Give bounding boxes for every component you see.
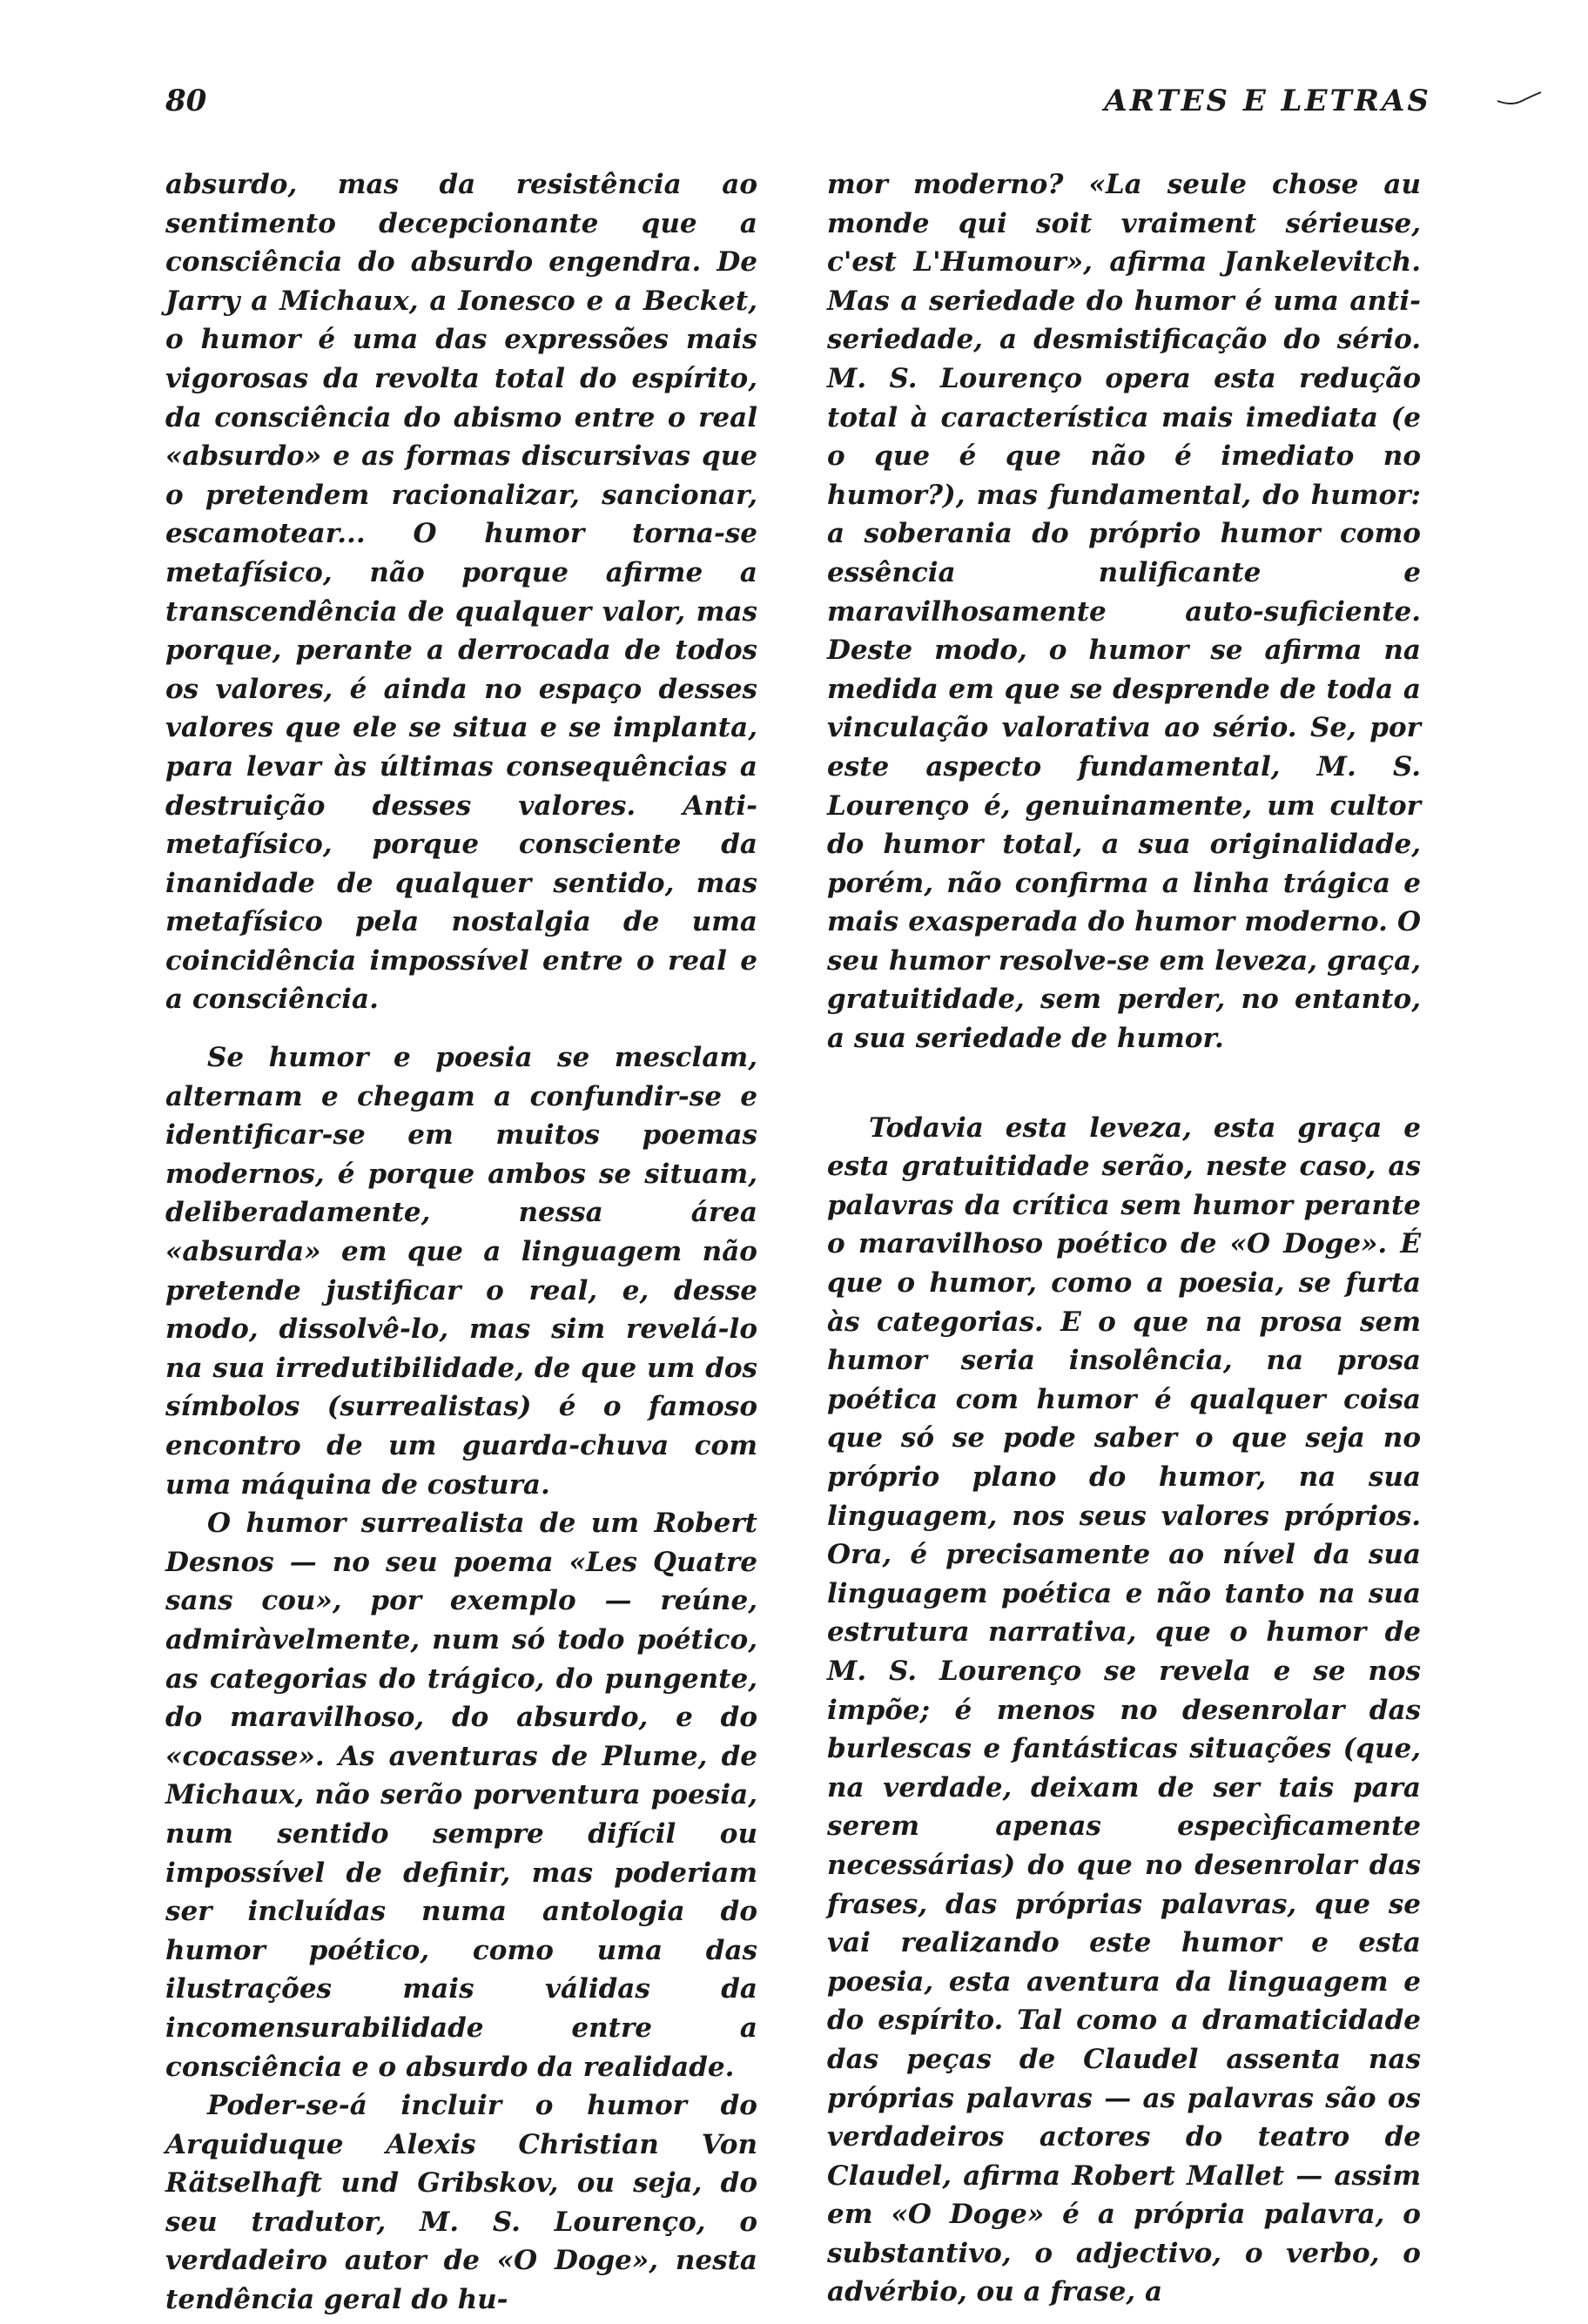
- left-paragraph-4: Poder-se-á incluir o humor do Arquiduque Alexis Christian Von Rätselhaft und Gribskov, ou seja, do seu tradutor, M. S. Lourenço, o verdadeiro autor de «O Doge», nesta tendência geral do hu-: [165, 2090, 757, 2316]
- left-column: [165, 165, 757, 2320]
- right-column: [827, 165, 1421, 2312]
- right-paragraph-1: mor moderno? «La seule chose au monde qui soit vraiment sérieuse, c'est L'Humour», afirma Jankelevitch. Mas a seriedade do humor é uma anti-seriedade, a desmistificação do sério. M. S. Lourenço opera esta redução total à característica mais imediata (e o que é que não é imediato no humor?), mas fundamental, do humor: a soberania do próprio humor como essência nulificante e maravilhosamente auto-suficiente. Deste modo, o humor se afirma na medida em que se desprende de toda a vinculação valorativa ao sério. Se, por este aspecto fundamental, M. S. Lourenço é, genuinamente, um cultor do humor total, a sua originalidade, porém, não confirma a linha trágica e mais exasperada do humor moderno. O seu humor resolve-se em leveza, graça, gratuitidade, sem perder, no entanto, a sua seriedade de humor.: [827, 169, 1421, 1055]
- left-paragraph-3: O humor surrealista de um Robert Desnos — no seu poema «Les Quatre sans cou», por exemplo — reúne, admiràvelmente, num só todo poético, as categorias do trágico, do pungente, do maravilhoso, do absurdo, e do «cocasse». As aventuras de Plume, de Michaux, não serão porventura poesia, num sentido sempre difícil ou impossível de definir, mas poderiam ser incluídas numa antologia do humor poético, como uma das ilustrações mais válidas da incomensurabilidade entre a consciência e o absurdo da realidade.: [165, 1508, 757, 2083]
- left-paragraph-1: absurdo, mas da resistência ao sentimento decepcionante que a consciência do absurdo engendra. De Jarry a Michaux, a Ionesco e a Becket, o humor é uma das expressões mais vigorosas da revolta total do espírito, da consciência do abismo entre o real «absurdo» e as formas discursivas que o pretendem racionalizar, sancionar, escamotear... O humor torna-se metafísico, não porque afirme a transcendência de qualquer valor, mas porque, perante a derrocada de todos os valores, é ainda no espaço desses valores que ele se situa e se implanta, para levar às últimas consequências a destruição desses valores. Anti-metafísico, porque consciente da inanidade de qualquer sentido, mas metafísico pela nostalgia de uma coincidência impossível entre o real e a consciência.: [165, 169, 757, 1016]
- page-number: 80: [165, 84, 207, 118]
- left-paragraph-2: Se humor e poesia se mesclam, alternam e chegam a confundir-se e identificar-se em muitos poemas modernos, é porque ambos se situam, deliberadamente, nessa área «absurda» em que a linguagem não pretende justificar o real, e, desse modo, dissolvê-lo, mas sim revelá-lo na sua irredutibilidade, de que um dos símbolos (surrealistas) é o famoso encontro de um guarda-chuva com uma máquina de costura.: [165, 1042, 757, 1501]
- right-paragraph-2: Todavia esta leveza, esta graça e esta gratuitidade serão, neste caso, as palavras da crítica sem humor perante o maravilhoso poético de «O Doge». É que o humor, como a poesia, se furta às categorias. E o que na prosa sem humor seria insolência, na prosa poética com humor é qualquer coisa que só se pode saber o que seja no próprio plano do humor, na sua linguagem, nos seus valores próprios. Ora, é precisamente ao nível da sua linguagem poética e não tanto na sua estrutura narrativa, que o humor de M. S. Lourenço se revela e se nos impõe; é menos no desenrolar das burlescas e fantásticas situações (que, na verdade, deixam de ser tais para serem apenas especìficamente necessárias) do que no desenrolar das frases, das próprias palavras, que se vai realizando este humor e esta poesia, esta aventura da linguagem e do espírito. Tal como a dramaticidade das peças de Claudel assenta nas próprias palavras — as palavras são os verdadeiros actores do teatro de Claudel, afirma Robert Mallet — assim em «O Doge» é a própria palavra, o substantivo, o adjectivo, o verbo, o advérbio, ou a frase, a: [827, 1112, 1421, 2308]
- pen-mark: [1496, 91, 1543, 108]
- page-header: [0, 84, 1588, 127]
- running-head: ARTES E LETRAS: [1104, 84, 1431, 118]
